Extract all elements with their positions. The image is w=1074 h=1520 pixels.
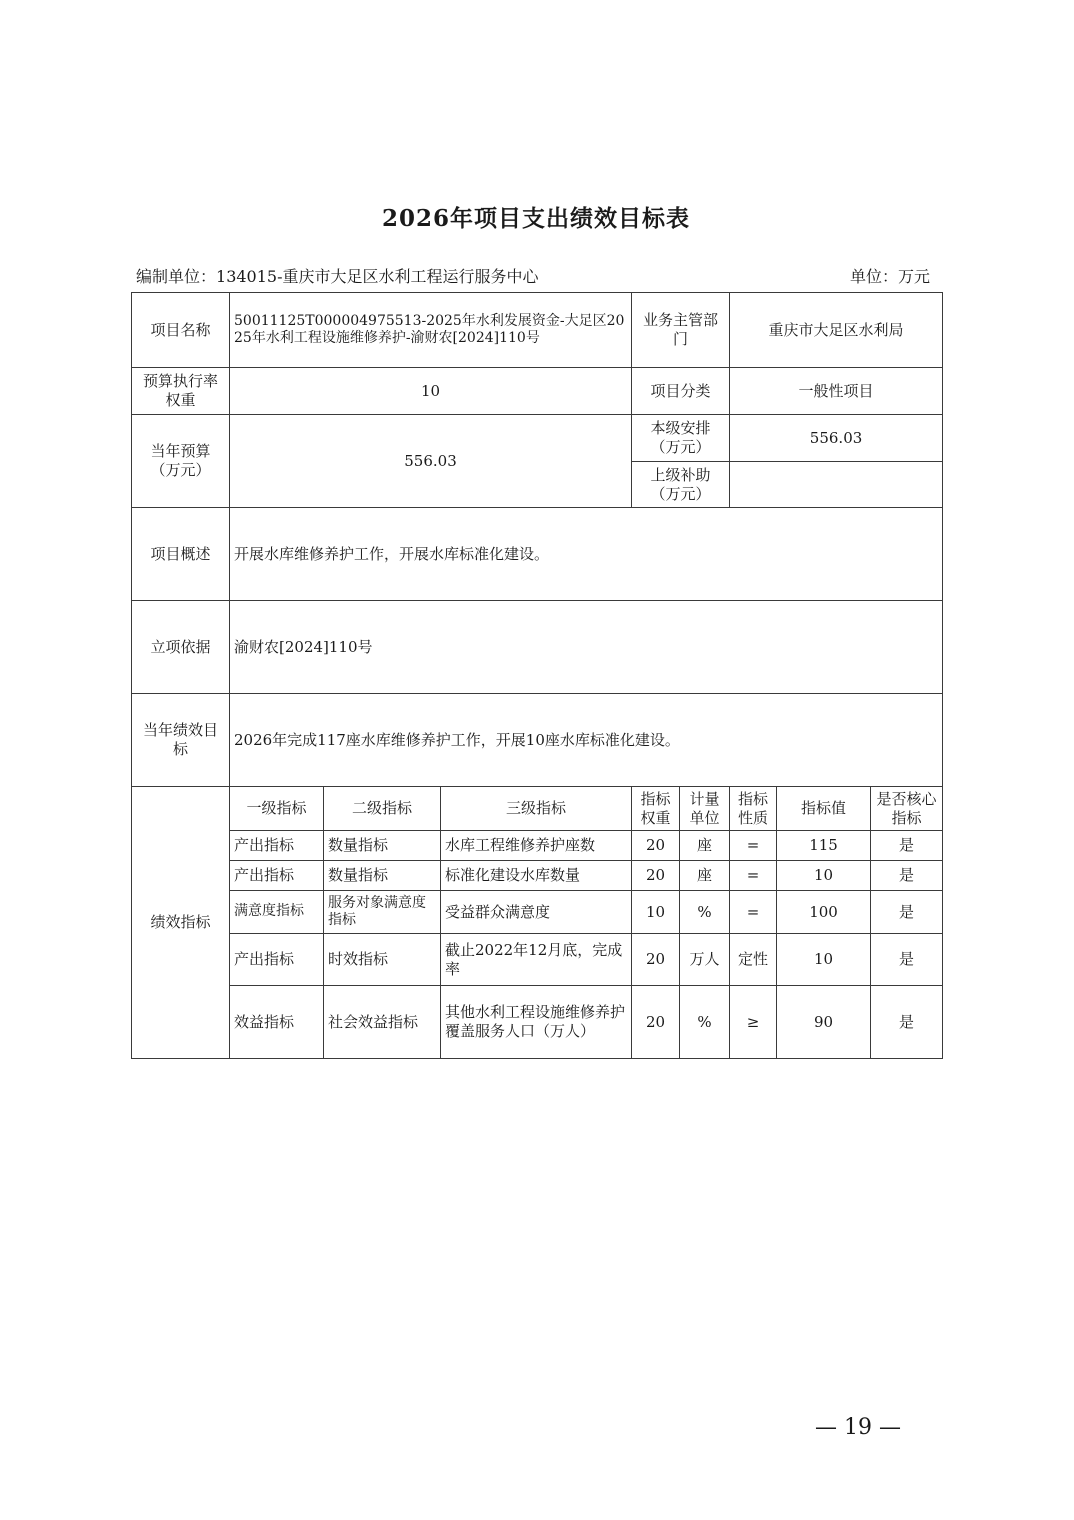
row-value: 90 <box>777 986 871 1059</box>
subsidy-value <box>730 462 943 508</box>
goal-value: 2026年完成117座水库维修养护工作，开展10座水库标准化建设。 <box>230 694 943 787</box>
page-number: — 19 — <box>815 1415 901 1440</box>
basis-value: 渝财农[2024]110号 <box>230 601 943 694</box>
row-level2: 服务对象满意度指标 <box>324 891 441 934</box>
category-value: 一般性项目 <box>730 368 943 415</box>
budget-label: 当年预算（万元） <box>132 415 230 508</box>
local-label: 本级安排（万元） <box>632 415 730 462</box>
dept-label: 业务主管部门 <box>632 293 730 368</box>
row-nature: = <box>730 861 777 891</box>
row-level1: 产出指标 <box>230 861 324 891</box>
subsidy-label: 上级补助（万元） <box>632 462 730 508</box>
table-row <box>132 934 943 986</box>
row-level3: 截止2022年12月底，完成率 <box>441 934 632 986</box>
compiling-unit-name: 134015-重庆市大足区水利工程运行服务中心 <box>216 267 539 286</box>
row-core: 是 <box>871 986 943 1059</box>
row-value: 10 <box>777 861 871 891</box>
row-value: 115 <box>777 831 871 861</box>
row-level1: 效益指标 <box>230 986 324 1059</box>
project-name-label: 项目名称 <box>132 293 230 368</box>
table-row <box>132 831 943 861</box>
project-name-value: 50011125T000004975513-2025年水利发展资金-大足区2025年水利工程设施维修养护-渝财农[2024]110号 <box>230 293 632 368</box>
row-unit: % <box>680 891 730 934</box>
header-value: 指标值 <box>777 787 871 831</box>
currency-unit: 单位：万元 <box>850 267 931 286</box>
page-title: 2026年项目支出绩效目标表 <box>381 205 690 232</box>
row-weight: 20 <box>632 934 680 986</box>
row-core: 是 <box>871 861 943 891</box>
table-row <box>132 891 943 934</box>
compiling-unit <box>136 264 539 287</box>
row-level3: 标准化建设水库数量 <box>441 861 632 891</box>
row-core: 是 <box>871 891 943 934</box>
indicators-section-label: 绩效指标 <box>132 787 230 1059</box>
budget-value: 556.03 <box>230 415 632 508</box>
header-level2: 二级指标 <box>324 787 441 831</box>
compiling-unit-label: 编制单位： <box>136 267 217 286</box>
exec-rate-value: 10 <box>230 368 632 415</box>
row-level1: 产出指标 <box>230 831 324 861</box>
local-value: 556.03 <box>730 415 943 462</box>
row-nature: = <box>730 891 777 934</box>
row-level2: 数量指标 <box>324 861 441 891</box>
row-level1: 产出指标 <box>230 934 324 986</box>
header-level3: 三级指标 <box>441 787 632 831</box>
performance-target-table <box>131 292 943 1059</box>
row-level2: 社会效益指标 <box>324 986 441 1059</box>
table-row <box>132 986 943 1059</box>
row-level1: 满意度指标 <box>230 891 324 934</box>
row-nature: = <box>730 831 777 861</box>
row-level3: 水库工程维修养护座数 <box>441 831 632 861</box>
row-weight: 10 <box>632 891 680 934</box>
row-weight: 20 <box>632 831 680 861</box>
header-core: 是否核心指标 <box>871 787 943 831</box>
row-unit: 座 <box>680 831 730 861</box>
overview-value: 开展水库维修养护工作，开展水库标准化建设。 <box>230 508 943 601</box>
category-label: 项目分类 <box>632 368 730 415</box>
row-level3: 其他水利工程设施维修养护覆盖服务人口（万人） <box>441 986 632 1059</box>
row-nature: ≥ <box>730 986 777 1059</box>
row-nature: 定性 <box>730 934 777 986</box>
row-value: 10 <box>777 934 871 986</box>
row-weight: 20 <box>632 861 680 891</box>
goal-label: 当年绩效目标 <box>132 694 230 787</box>
dept-value: 重庆市大足区水利局 <box>730 293 943 368</box>
row-level3: 受益群众满意度 <box>441 891 632 934</box>
basis-label: 立项依据 <box>132 601 230 694</box>
header-level1: 一级指标 <box>230 787 324 831</box>
row-core: 是 <box>871 934 943 986</box>
overview-label: 项目概述 <box>132 508 230 601</box>
table-row <box>132 861 943 891</box>
row-unit: % <box>680 986 730 1059</box>
row-level2: 数量指标 <box>324 831 441 861</box>
header-nature: 指标性质 <box>730 787 777 831</box>
exec-rate-label: 预算执行率权重 <box>132 368 230 415</box>
header-weight: 指标权重 <box>632 787 680 831</box>
row-level2: 时效指标 <box>324 934 441 986</box>
row-unit: 座 <box>680 861 730 891</box>
row-unit: 万人 <box>680 934 730 986</box>
row-core: 是 <box>871 831 943 861</box>
header-unit: 计量单位 <box>680 787 730 831</box>
row-value: 100 <box>777 891 871 934</box>
row-weight: 20 <box>632 986 680 1059</box>
